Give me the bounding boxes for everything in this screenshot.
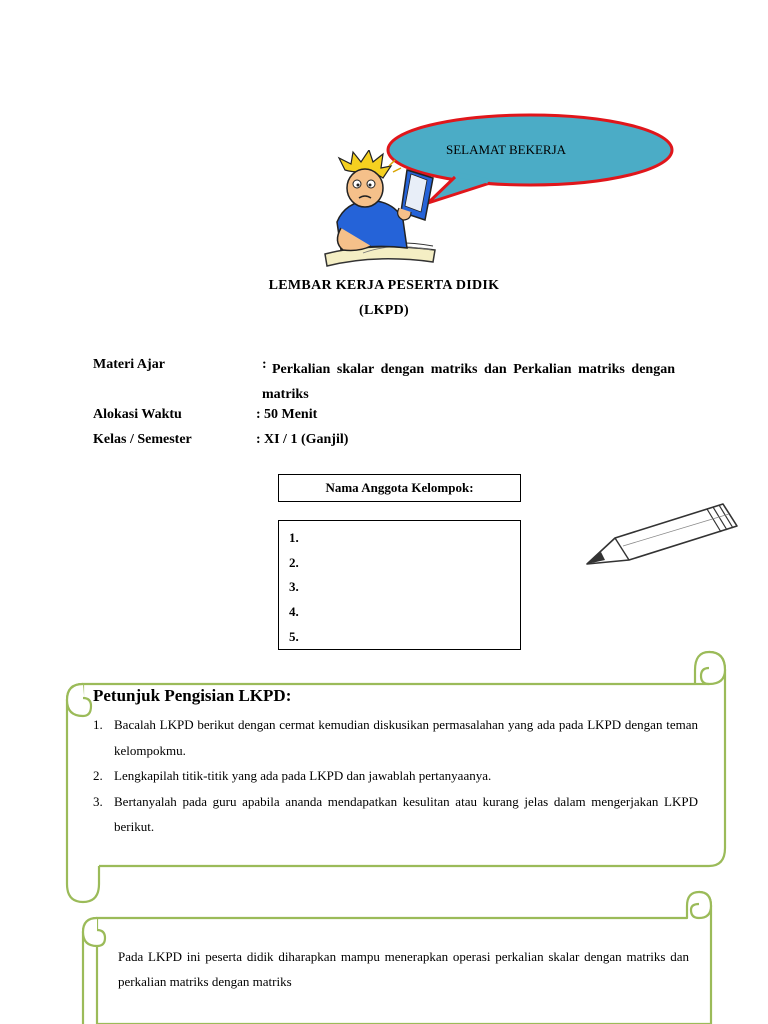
info-label-materi: Materi Ajar xyxy=(93,357,165,372)
instruction-text: Bacalah LKPD berikut dengan cermat kemudian diskusikan permasalahan yang ada pada LKPD dengan teman kelompokmu. xyxy=(114,717,698,758)
member-item[interactable]: 2. xyxy=(289,554,299,570)
instruction-item xyxy=(93,789,698,840)
document-title: LEMBAR KERJA PESERTA DIDIK xyxy=(268,278,500,293)
group-header-box: Nama Anggota Kelompok: xyxy=(278,474,521,502)
info-value-materi: Perkalian skalar dengan matriks dan Perkalian matriks dengan matriks xyxy=(262,362,675,402)
info-label-kelas: Kelas / Semester xyxy=(93,432,192,447)
instruction-item xyxy=(93,712,698,763)
member-item[interactable]: 4. xyxy=(289,604,299,620)
learning-objective: Pada LKPD ini peserta didik diharapkan mampu menerapkan operasi perkalian skalar dengan matriks dan perkalian matriks dengan matriks xyxy=(118,949,689,989)
instruction-number: 3. xyxy=(93,793,103,809)
info-value-alokasi: 50 Menit xyxy=(264,407,318,422)
instruction-number: 1. xyxy=(93,717,103,732)
group-members-box[interactable] xyxy=(278,520,521,650)
instructions-list xyxy=(93,712,698,840)
info-separator: : xyxy=(262,357,267,372)
student-reading-icon xyxy=(315,150,445,272)
instruction-item xyxy=(93,763,698,789)
instruction-text: Bertanyalah pada guru apabila ananda mendapatkan kesulitan atau kurang jelas dalam mengerjakan LKPD berikut. xyxy=(114,793,698,834)
member-item[interactable]: 1. xyxy=(289,530,299,545)
info-value-kelas: XI / 1 (Ganjil) xyxy=(264,432,349,447)
instruction-number: 2. xyxy=(93,768,103,783)
instruction-text: Lengkapilah titik-titik yang ada pada LKPD dan jawablah pertanyaanya. xyxy=(114,768,492,783)
info-label-alokasi: Alokasi Waktu xyxy=(93,407,182,422)
document-subtitle: (LKPD) xyxy=(358,303,409,318)
bubble-text: SELAMAT BEKERJA xyxy=(446,142,567,157)
info-separator: : xyxy=(256,407,261,422)
info-separator: : xyxy=(256,432,261,447)
instructions-title: Petunjuk Pengisian LKPD: xyxy=(93,686,292,705)
pencil-icon xyxy=(583,498,743,573)
member-item[interactable]: 5. xyxy=(289,628,299,644)
member-item[interactable]: 3. xyxy=(289,579,299,595)
